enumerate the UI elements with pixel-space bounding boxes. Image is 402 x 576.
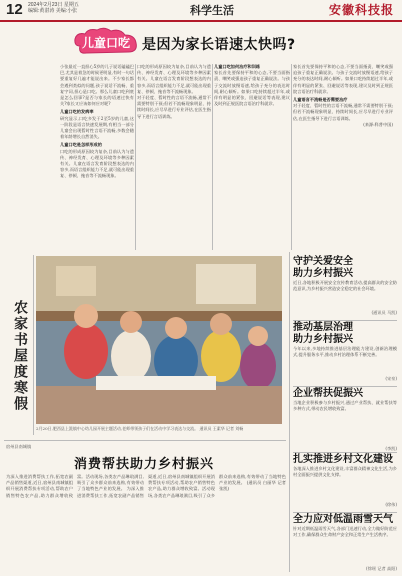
brief-title: 企业帮扶促振兴 <box>293 388 363 399</box>
brief-title: 扎实推进乡村文化建设 <box>293 454 393 465</box>
subhead-incidence: 儿童口吃的发病率 <box>60 109 94 115</box>
story-body <box>6 474 286 570</box>
article-treatment-b: 家长首先要保持平和的心态,不要当面指责、嘲笑或强迫孩子重复正确说法。与孩子交流时放慢语速,给孩子充分的表达时间,耐心倾听。如果口吃持续超过半年,或伴有明显的紧张、回避说话等表现,建议及时到正规医院言语治疗科就诊。 <box>293 64 393 94</box>
brief-title: 守护关爱安全 助力乡村振兴 <box>293 256 353 279</box>
section-divider <box>4 440 286 441</box>
kindergarten-photo <box>36 256 282 424</box>
article-byline: (来源:科普中国) <box>363 121 393 127</box>
article-continue: 对于轻度、暂时性的言语不流畅,通常不需要特别干预;但若不流畅现象明显、持续时间长,应尽早进行专业评估,在医生指导下进行言语训练。 <box>137 95 211 119</box>
column-divider <box>212 64 213 250</box>
photo-credit: 通讯员 王素华 记者 刘畅 <box>199 426 244 431</box>
issue-date: 2024年2月23日 星期五 <box>28 2 79 8</box>
headline-tag-text: 儿童口吃 <box>81 36 131 50</box>
story-title: 消费帮扶助力乡村振兴 <box>74 457 215 472</box>
story-body-text: 为深入推进消费帮扶工作,拓宽农副产品销售渠道,近日,宿州县南城镇组织开展消费帮扶专项活动,帮助农户销售特色农产品,助力群众增收致富。活动现场,各类农产品琳琅满目,吸引了众多群众前来选购,有效带动了当地特色产业的发展。 <box>6 474 144 498</box>
subhead-cause: 儿童口吃是怎样形成的 <box>60 142 102 148</box>
article-column-2 <box>137 64 211 244</box>
brief-divider <box>293 320 397 321</box>
column-divider <box>135 64 136 250</box>
headline-title: 是因为家长语速太快吗? <box>142 37 296 53</box>
brief-divider <box>293 512 397 513</box>
brief-byline: (徐伟) <box>385 502 397 507</box>
photo-caption <box>36 426 282 432</box>
brief-item <box>293 454 397 508</box>
column-divider <box>33 255 34 435</box>
brief-item <box>293 514 397 572</box>
brief-byline: (徐瑶 记者 高阳) <box>365 566 397 571</box>
brief-body: 各地深入推进乡村文化建设,丰富群众精神文化生活,为乡村全面振兴提供文化支撑。 <box>293 466 397 478</box>
brief-divider <box>293 386 397 387</box>
article-column-4 <box>293 64 393 244</box>
column-divider <box>291 64 292 250</box>
brief-divider <box>293 452 397 453</box>
article-intro: 小张最近一直担心5岁的儿子说话磕磕巴巴,尤其是着急的时候更明显,有时一句话要重复好几遍才能说出来。不少家长都会遇到类似的问题,孩子说话不流畅、重复字词,担心是口吃。那么儿童口吃到底是怎么回事?是否与家长的语速过快有关?家长又应该如何应对呢? <box>60 64 134 107</box>
story-dateline: 宿州县南城镇 <box>6 444 32 449</box>
photo-caption-text: 2月20日,肥西县上派镇中心幼儿园开展主题活动,老师带领孩子们在活动中学习表达与交流。 <box>36 426 199 431</box>
brief-title: 全力应对低温雨雪天气 <box>293 514 393 525</box>
brief-item <box>293 256 397 316</box>
page-number: 12 <box>6 1 23 18</box>
newspaper-name: 安徽科技报 <box>328 3 394 17</box>
article-column-1 <box>60 64 134 254</box>
brief-byline: (李凯) <box>385 446 397 451</box>
article-cause-a: 口吃的形成原因较为复杂,目前认为与遗传、神经发育、心理及环境等多种因素有关。儿童在语言发育阶段想表达的内容多,而语言组织能力不足,就可能出现重复、停顿、拖音等不流畅现象。 <box>60 148 134 179</box>
brief-body: 针对近期低温雨雪天气,各部门迅速行动,全力做好防范应对工作,确保群众生命财产安全和正常生产生活秩序。 <box>293 526 397 538</box>
article-cause-b: 口吃的形成原因较为复杂,目前认为与遗传、神经发育、心理及环境等多种因素有关。儿童在语言发育阶段想表达的内容多,而语言组织能力不足,就可能出现重复、停顿、拖音等不流畅现象。 <box>137 64 211 94</box>
issue-editor: 编辑:黄湛涛 美编:小张 <box>28 8 78 14</box>
article-incidence: 研究显示,口吃多发于2至5岁的儿童,这一阶段是语言快速发展期,有相当一部分儿童会出现暂时性言语不流畅,多数会随着年龄增长自然消失。 <box>60 115 134 140</box>
page-masthead <box>0 0 402 22</box>
brief-body: 近日,各地积极开展安全宣传教育活动,提高群众的安全防范意识,为乡村振兴营造安全稳定的社会环境。 <box>293 280 397 292</box>
story-byline: (通讯员 白丽华 记者 张凯) <box>219 480 286 492</box>
brief-title: 推动基层治理 助力乡村振兴 <box>293 322 353 345</box>
subhead-treatment: 儿童口吃如何治疗和训练 <box>214 64 261 69</box>
brief-item <box>293 322 397 382</box>
brief-item <box>293 388 397 452</box>
vertical-story-title: 农家书屋度寒假 <box>12 300 28 412</box>
column-divider <box>289 252 290 572</box>
story-body-text: 为深入推进消费帮扶工作,拓宽农副产品销售渠道,近日,宿州县南城镇组织开展消费帮扶专项活动,帮助农户销售特色农产品,助力群众增收致富。活动现场,各类农产品琳琅满目,吸引了众多群众前来选购,有效带动了当地特色产业的发展。 <box>77 474 286 498</box>
brief-body: 今年以来,多地持续推进基层治理能力建设,创新治理模式,提升服务水平,推动乡村治理体系不断完善。 <box>293 346 397 358</box>
article-need-treatment: 对于轻度、暂时性的言语不流畅,通常不需要特别干预;但若不流畅现象明显、持续时间长,应尽早进行专业评估,在医生指导下进行言语训练。 <box>293 103 393 121</box>
section-title: 科学生活 <box>190 5 234 17</box>
article-treatment: 家长首先要保持平和的心态,不要当面指责、嘲笑或强迫孩子重复正确说法。与孩子交流时放慢语速,给孩子充分的表达时间,耐心倾听。如果口吃持续超过半年,或伴有明显的紧张、回避说话等表现,建议及时到正规医院言语治疗科就诊。 <box>214 70 290 107</box>
brief-byline: (通讯员 马凯) <box>371 310 397 315</box>
issue-meta <box>28 2 98 14</box>
headline-tag-cloud <box>72 26 140 58</box>
brief-body: 当地企业积极参与乡村振兴,通过产业帮扶、就业帮扶等多种方式,带动农民增收致富。 <box>293 400 397 412</box>
subhead-need-treatment: 儿童语言不流畅是否需要治疗 <box>293 97 348 103</box>
brief-byline: (宋泉) <box>385 376 397 381</box>
article-column-3 <box>214 64 290 244</box>
